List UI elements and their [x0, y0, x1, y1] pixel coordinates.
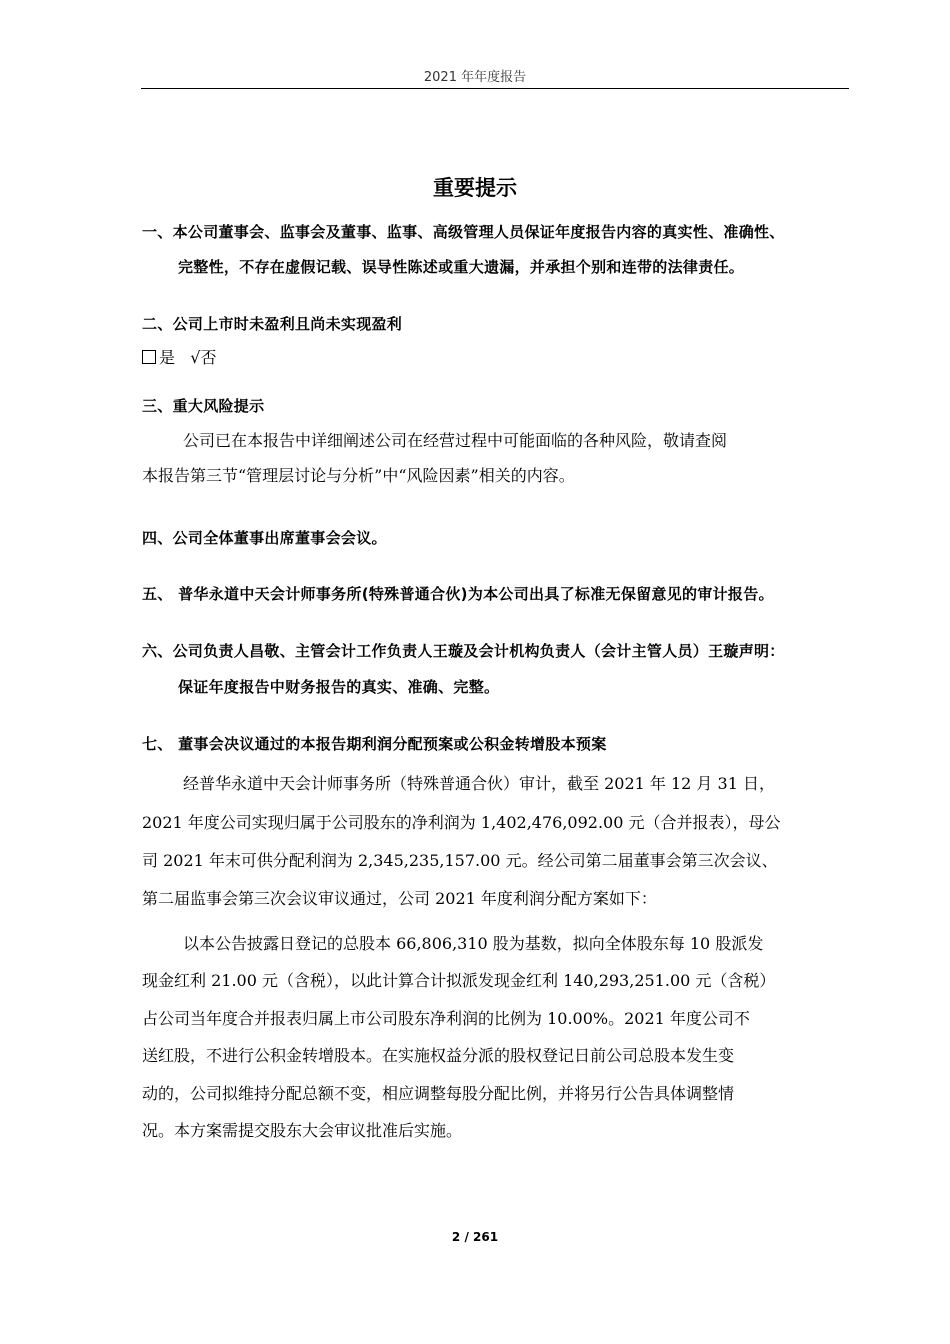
unchecked-box-icon — [142, 350, 156, 364]
item-one-line2: 完整性，不存在虚假记载、误导性陈述或重大遗漏，并承担个别和连带的法律责任。 — [178, 258, 745, 276]
page-title: 重要提示 — [433, 176, 517, 200]
page-number: 2 / 261 — [451, 1230, 499, 1244]
item-seven-p2-line3: 占公司当年度合并报表归属上市公司股东净利润的比例为 10.00%。2021 年度公司不 — [142, 1009, 750, 1028]
item-six-line2: 保证年度报告中财务报告的真实、准确、完整。 — [178, 678, 500, 696]
item-three-text-line1: 公司已在本报告中详细阐述公司在经营过程中可能面临的各种风险，敬请查阅 — [183, 431, 728, 450]
item-seven-p2-line2: 现金红利 21.00 元（含税），以此计算合计拟派发现金红利 140,293,251.00 元（含税） — [142, 971, 776, 990]
item-seven-p2-line6: 况。本方案需提交股东大会审议批准后实施。 — [142, 1121, 463, 1140]
item-seven-p1-line2: 2021 年度公司实现归属于公司股东的净利润为 1,402,476,092.00 元（合并报表），母公 — [142, 813, 781, 832]
item-seven-p1-line1: 经普华永道中天会计师事务所（特殊普通合伙）审计，截至 2021 年 12 月 31 日， — [183, 774, 775, 793]
item-seven-p2-line1: 以本公告披露日登记的总股本 66,806,310 股为基数，拟向全体股东每 10 股派发 — [183, 934, 764, 953]
item-two-options — [142, 345, 216, 368]
item-four: 四、公司全体董事出席董事会会议。 — [142, 529, 387, 547]
item-seven-p1-line4: 第二届监事会第三次会议审议通过，公司 2021 年度利润分配方案如下： — [142, 889, 657, 908]
item-three-heading: 三、重大风险提示 — [142, 397, 265, 415]
option-no: √否 — [190, 348, 217, 367]
item-seven-heading: 七、 董事会决议通过的本报告期利润分配预案或公积金转增股本预案 — [142, 735, 607, 753]
item-one-line1: 一、本公司董事会、监事会及董事、监事、高级管理人员保证年度报告内容的真实性、准确性、 — [142, 223, 785, 241]
item-seven-p2-line5: 动的，公司拟维持分配总额不变，相应调整每股分配比例，并将另行公告具体调整情 — [142, 1084, 735, 1103]
option-yes: 是 — [159, 348, 176, 367]
item-two-heading: 二、公司上市时未盈利且尚未实现盈利 — [142, 315, 403, 333]
item-three-text-line2: 本报告第三节“管理层讨论与分析”中“风险因素”相关的内容。 — [142, 466, 575, 485]
item-seven-p1-line3: 司 2021 年末可供分配利润为 2,345,235,157.00 元。经公司第二届董事会第三次会议、 — [142, 851, 778, 870]
item-five: 五、 普华永道中天会计师事务所(特殊普通合伙)为本公司出具了标准无保留意见的审计报告。 — [142, 585, 774, 603]
header-divider — [141, 88, 849, 89]
item-six-line1: 六、公司负责人昌敬、主管会计工作负责人王璇及会计机构负责人（会计主管人员）王璇声明： — [142, 642, 785, 660]
running-header: 2021 年年度报告 — [423, 70, 527, 85]
item-seven-p2-line4: 送红股，不进行公积金转增股本。在实施权益分派的股权登记日前公司总股本发生变 — [142, 1046, 735, 1065]
